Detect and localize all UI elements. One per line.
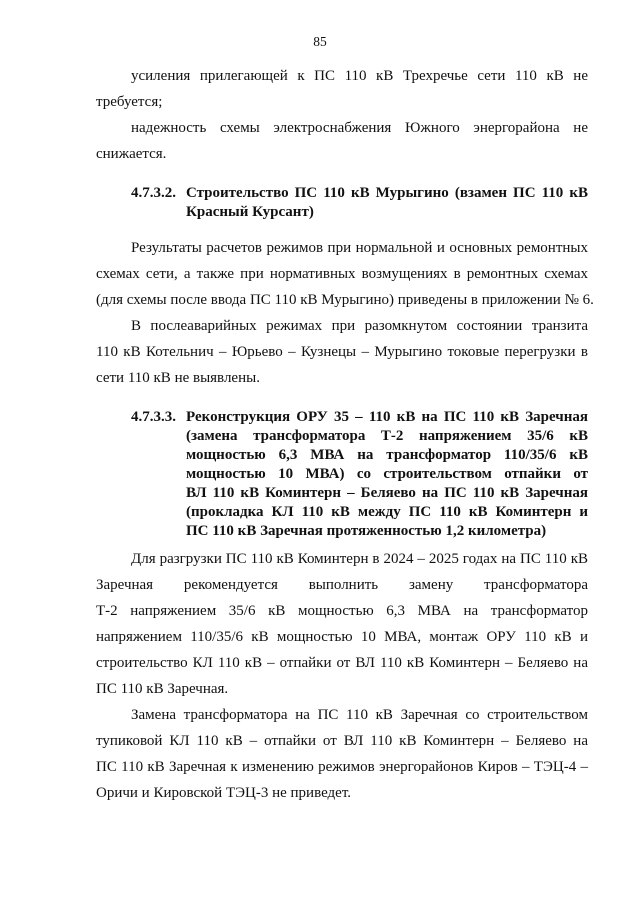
text-line: В послеаварийных режимах при разомкнутом состоянии транзита [131, 318, 588, 334]
text-line: напряжением 110/35/6 кВ мощностью 10 МВА, монтаж ОРУ 110 кВ и [96, 629, 588, 645]
text-line: Т-2 напряжением 35/6 кВ мощностью 6,3 МВА на трансформатор [96, 603, 588, 619]
text-line: строительство КЛ 110 кВ – отпайки от ВЛ 110 кВ Коминтерн – Беляево на [96, 655, 588, 671]
text-line: (для схемы после ввода ПС 110 кВ Мурыгино) приведены в приложении № 6. [96, 292, 594, 308]
section-title-line: мощностью 10 МВА) со строительством отпайки от [186, 466, 588, 482]
text-line: ПС 110 кВ Заречная. [96, 681, 229, 697]
section-title-line: ПС 110 кВ Заречная протяженностью 1,2 километра) [186, 523, 547, 539]
text-line: надежность схемы электроснабжения Южного энергорайона не [131, 120, 588, 136]
section-title-line: ВЛ 110 кВ Коминтерн – Беляево на ПС 110 кВ Заречная [186, 485, 588, 501]
section-title-line: Реконструкция ОРУ 35 – 110 кВ на ПС 110 кВ Заречная [186, 409, 588, 425]
section-title-line: Строительство ПС 110 кВ Мурыгино (взамен ПС 110 кВ [186, 185, 588, 201]
page-number: 85 [313, 34, 327, 49]
text-line: сети 110 кВ не выявлены. [96, 370, 260, 386]
text-line: Для разгрузки ПС 110 кВ Коминтерн в 2024 – 2025 годах на ПС 110 кВ [131, 551, 588, 567]
text-line: снижается. [96, 146, 167, 162]
section-number: 4.7.3.2. [131, 185, 176, 201]
text-line: Заречная рекомендуется выполнить замену трансформатора [96, 577, 588, 593]
section-title-line: (прокладка КЛ 110 кВ между ПС 110 кВ Коминтерн и [186, 504, 588, 520]
text-line: Замена трансформатора на ПС 110 кВ Заречная со строительством [131, 707, 588, 723]
text-line: 110 кВ Котельнич – Юрьево – Кузнецы – Мурыгино токовые перегрузки в [96, 344, 588, 360]
text-line: Результаты расчетов режимов при нормальной и основных ремонтных [131, 240, 588, 256]
section-title-line: мощностью 6,3 МВА на трансформатор 110/35/6 кВ [186, 447, 588, 463]
text-line: требуется; [96, 94, 163, 110]
text-line: тупиковой КЛ 110 кВ – отпайки от ВЛ 110 кВ Коминтерн – Беляево на [96, 733, 588, 749]
section-title-line: Красный Курсант) [186, 204, 314, 220]
text-line: Оричи и Кировской ТЭЦ-3 не приведет. [96, 785, 351, 801]
text-line: схемах сети, а также при нормативных возмущениях в ремонтных схемах [96, 266, 588, 282]
section-title-line: (замена трансформатора Т-2 напряжением 35/6 кВ [186, 428, 588, 444]
text-line: усиления прилегающей к ПС 110 кВ Трехречье сети 110 кВ не [131, 68, 588, 84]
section-number: 4.7.3.3. [131, 409, 176, 425]
text-line: ПС 110 кВ Заречная к изменению режимов энергорайонов Киров – ТЭЦ-4 – [96, 759, 588, 775]
